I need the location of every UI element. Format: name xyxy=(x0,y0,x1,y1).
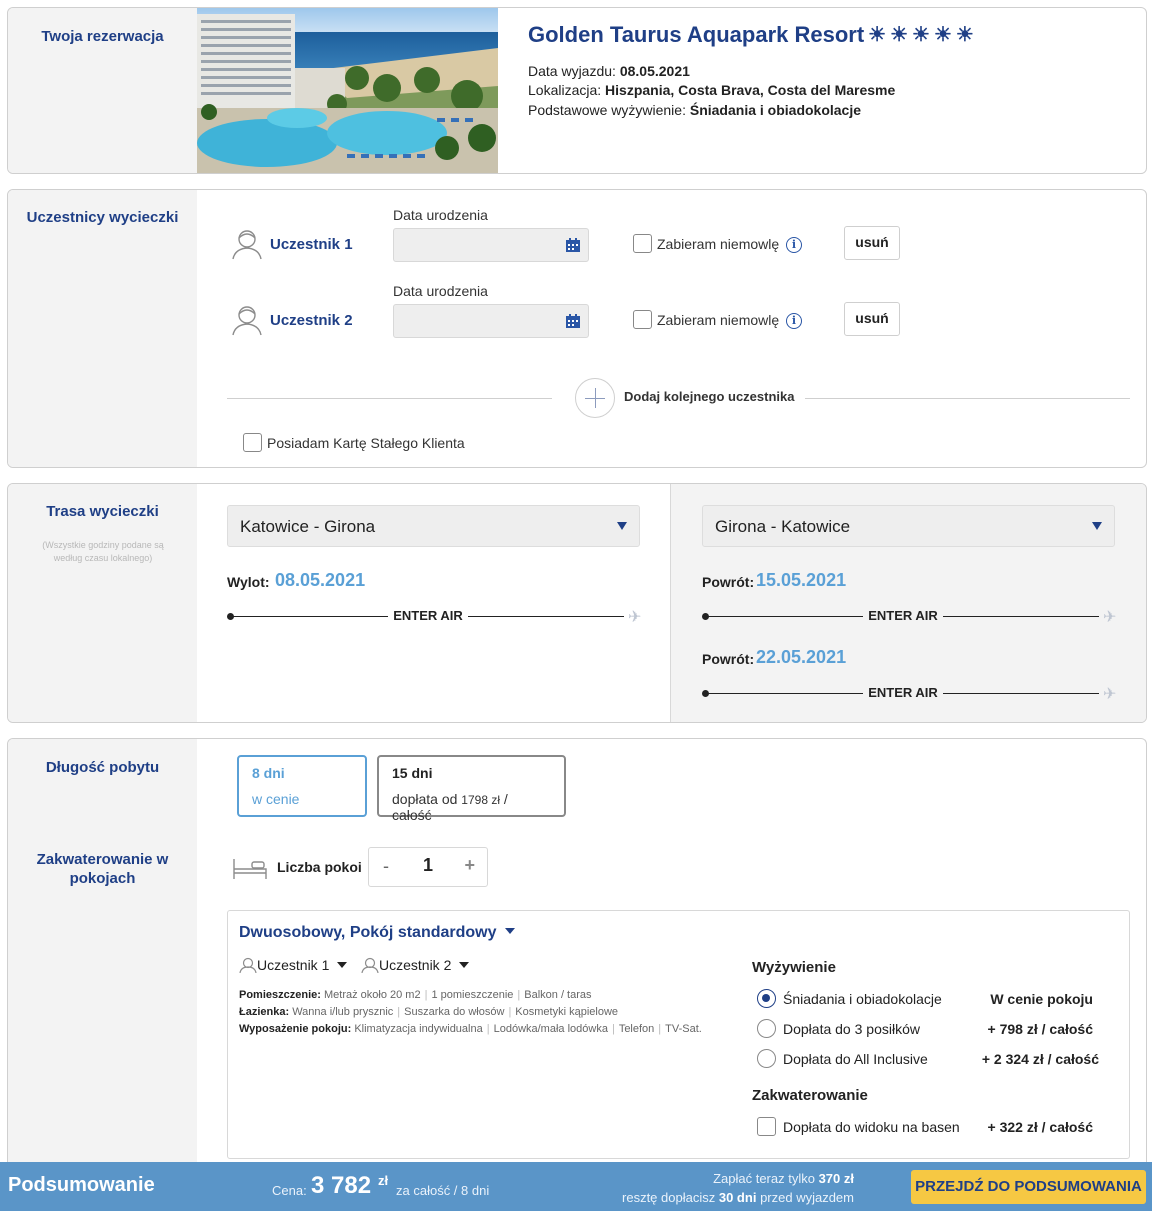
summary-title: Podsumowanie xyxy=(8,1174,155,1196)
bed-icon xyxy=(232,857,268,881)
return-label-2: Powrót: xyxy=(702,651,755,667)
extras-section-title: Zakwaterowanie xyxy=(752,1087,868,1104)
hotel-photo xyxy=(197,8,498,174)
occupant-select-1[interactable]: Uczestnik 1 xyxy=(239,957,347,973)
board-option-2-price: + 798 zł / całość xyxy=(987,1021,1093,1037)
dob-field-2[interactable] xyxy=(393,304,589,338)
rooms-count-label: Liczba pokoi xyxy=(277,859,362,875)
loyalty-card-checkbox[interactable] xyxy=(243,433,262,452)
add-participant-button[interactable] xyxy=(575,378,615,418)
board-option-1-price: W cenie pokoju xyxy=(990,991,1093,1007)
board-option-2-radio[interactable] xyxy=(757,1019,776,1038)
route-sidebar xyxy=(8,484,197,722)
duration-title: 15 dni xyxy=(392,765,433,781)
person-icon xyxy=(361,957,379,973)
board-section-title: Wyżywienie xyxy=(752,959,836,976)
rooms-increment-button[interactable]: + xyxy=(464,855,475,875)
room-features-equipment: Wyposażenie pokoju: Klimatyzacja indywidualna | Lodówka/mała lodówka | Telefon | TV-Sat. xyxy=(239,1023,702,1035)
hotel-name: Golden Taurus Aquapark Resort ☀☀☀☀☀ xyxy=(528,22,978,47)
pool-view-price: + 322 zł / całość xyxy=(987,1119,1093,1135)
dob-label-2: Data urodzenia xyxy=(393,283,488,299)
return-date-2: 22.05.2021 xyxy=(756,647,847,667)
rooms-decrement-button[interactable]: - xyxy=(383,856,389,876)
calendar-icon[interactable] xyxy=(566,314,580,328)
dob-label-1: Data urodzenia xyxy=(393,207,488,223)
return-date-1: 15.05.2021 xyxy=(756,570,847,590)
duration-title: 8 dni xyxy=(252,765,285,781)
board-option-3-price: + 2 324 zł / całość xyxy=(981,1051,1099,1067)
route-section-title: Trasa wycieczki xyxy=(46,503,159,520)
remove-participant-2-button[interactable]: usuń xyxy=(844,302,900,336)
price-label: Cena: xyxy=(272,1183,307,1198)
plane-icon: ✈ xyxy=(1103,686,1117,703)
infant-label-1: Zabieram niemowlę xyxy=(657,236,780,252)
dropdown-caret-icon[interactable] xyxy=(337,962,347,968)
info-icon[interactable]: i xyxy=(786,237,802,253)
location-value: Hiszpania, Costa Brava, Costa del Maresme xyxy=(605,82,896,98)
return-label-1: Powrót: xyxy=(702,574,755,590)
dropdown-caret-icon[interactable] xyxy=(505,928,515,934)
room-card xyxy=(227,910,1130,1159)
board-option-3-radio[interactable] xyxy=(757,1049,776,1068)
hotel-stars-icon: ☀☀☀☀☀ xyxy=(868,24,978,46)
reservation-section-title: Twoja rezerwacja xyxy=(41,28,164,45)
participants-panel xyxy=(7,189,1147,468)
stay-section-title: Długość pobytu xyxy=(45,759,160,776)
price-value: 3 782 xyxy=(311,1172,372,1199)
price-note: za całość / 8 dni xyxy=(396,1183,490,1198)
route-timezone-note: (Wszystkie godziny podane są według czasu lokalnego) xyxy=(42,540,164,563)
board-option-1-radio[interactable] xyxy=(757,989,776,1008)
participant-2-name: Uczestnik 2 xyxy=(270,312,353,329)
person-icon xyxy=(230,304,264,336)
accommodation-section-title: Zakwaterowanie w pokojach xyxy=(36,851,169,887)
outbound-label: Wylot: xyxy=(227,574,270,590)
person-icon xyxy=(239,957,257,973)
board-value: Śniadania i obiadokolacje xyxy=(689,102,862,118)
person-icon xyxy=(230,228,264,260)
divider xyxy=(227,398,552,399)
location-line: Lokalizacja: Hiszpania, Costa Brava, Costa del Maresme xyxy=(528,82,896,98)
outbound-airline: ENTER AIR xyxy=(388,608,468,623)
rooms-stepper xyxy=(368,847,488,887)
reservation-panel xyxy=(7,7,1147,174)
divider xyxy=(805,398,1130,399)
reservation-sidebar xyxy=(8,8,197,173)
stay-sidebar xyxy=(8,739,197,1211)
duration-sub: w cenie xyxy=(252,791,300,807)
plane-icon: ✈ xyxy=(1103,609,1117,626)
dob-field-1[interactable] xyxy=(393,228,589,262)
remove-participant-1-button[interactable]: usuń xyxy=(844,226,900,260)
infant-checkbox-1[interactable] xyxy=(633,234,652,253)
outbound-date: 08.05.2021 xyxy=(275,570,366,590)
infant-checkbox-2[interactable] xyxy=(633,310,652,329)
board-option-3-label: Dopłata do All Inclusive xyxy=(783,1051,928,1067)
pay-now-note: Zapłać teraz tylko 370 zł xyxy=(713,1171,854,1186)
board-option-1-label: Śniadania i obiadokolacje xyxy=(783,991,942,1007)
dropdown-caret-icon[interactable] xyxy=(617,522,627,530)
loyalty-card-label: Posiadam Kartę Stałego Klienta xyxy=(267,435,465,451)
summary-bar xyxy=(0,1162,1152,1211)
board-option-2-label: Dopłata do 3 posiłków xyxy=(783,1021,920,1037)
stay-panel xyxy=(7,738,1147,1211)
rooms-count-value[interactable]: 1 xyxy=(423,855,434,875)
route-panel xyxy=(7,483,1147,723)
room-features-bathroom: Łazienka: Wanna i/lub prysznic | Suszarka do włosów | Kosmetyki kąpielowe xyxy=(239,1006,619,1018)
room-features-space: Pomieszczenie: Metraż około 20 m2 | 1 pomieszczenie | Balkon / taras xyxy=(239,989,592,1001)
return-airline-1: ENTER AIR xyxy=(863,608,943,623)
departure-date-line: Data wyjazdu: 08.05.2021 xyxy=(528,63,690,79)
pool-view-label: Dopłata do widoku na basen xyxy=(783,1119,960,1135)
add-participant-label[interactable]: Dodaj kolejnego uczestnika xyxy=(624,389,795,404)
info-icon[interactable]: i xyxy=(786,313,802,329)
participant-1-name: Uczestnik 1 xyxy=(270,236,353,253)
pool-view-checkbox[interactable] xyxy=(757,1117,776,1136)
occupant-select-2[interactable]: Uczestnik 2 xyxy=(361,957,469,973)
departure-date: 08.05.2021 xyxy=(619,63,690,79)
board-line: Podstawowe wyżywienie: Śniadania i obiadokolacje xyxy=(528,102,862,118)
go-to-summary-button[interactable]: PRZEJDŹ DO PODSUMOWANIA xyxy=(911,1170,1146,1204)
room-type-select[interactable]: Dwuosobowy, Pokój standardowy xyxy=(239,924,515,942)
dropdown-caret-icon[interactable] xyxy=(1092,522,1102,530)
participants-sidebar xyxy=(8,190,197,467)
pay-rest-note: resztę dopłacisz 30 dni przed wyjazdem xyxy=(622,1190,854,1205)
plane-icon: ✈ xyxy=(628,609,642,626)
duration-option-8-days[interactable] xyxy=(237,755,367,817)
return-airline-2: ENTER AIR xyxy=(863,685,943,700)
outbound-route-select[interactable]: Katowice - Girona xyxy=(227,505,640,547)
infant-label-2: Zabieram niemowlę xyxy=(657,312,780,328)
price-currency: zł xyxy=(378,1173,389,1188)
duration-option-15-days[interactable] xyxy=(377,755,566,823)
return-route-select[interactable]: Girona - Katowice xyxy=(702,505,1115,547)
calendar-icon[interactable] xyxy=(566,238,580,252)
participants-section-title: Uczestnicy wycieczki xyxy=(26,209,179,226)
dropdown-caret-icon[interactable] xyxy=(459,962,469,968)
duration-sub: dopłata od 1798 zł / całość xyxy=(392,791,508,823)
